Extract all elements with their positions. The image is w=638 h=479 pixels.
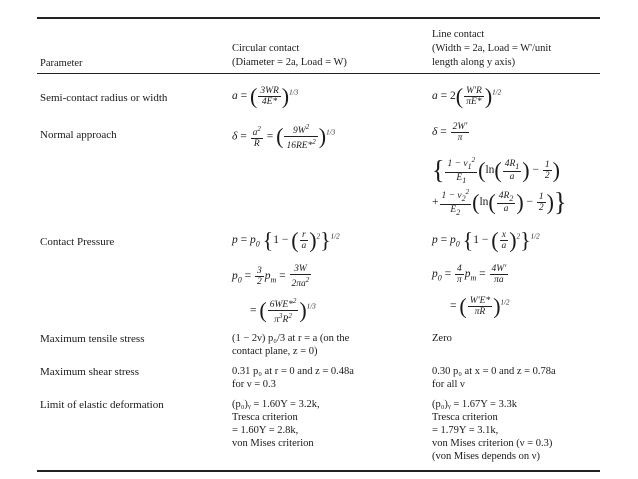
formula-contact-pressure-circular-3: = ( $\frac{6WE*^2}{\pi^3R^2}$ )$^{1/3}$ [250,297,316,326]
formula-normal-approach-line-2: { $\frac{1 - \nu_1^2}{E_1}$ (ln( $\frac{4R_1}{a}$ ) − $\frac{1}{2}$ ) [432,155,560,185]
bottom-rule [37,470,600,472]
formula-contact-pressure-line-1: $p = p_0$ {1 − ( $\frac{x}{a}$ )$^2$}$^{1/2}$ [432,227,540,253]
cell-tensile-line: Zero [432,333,452,344]
row-label-limit-elastic: Limit of elastic deformation [40,399,164,411]
cell-limit-line-1: (p₀)ᵧ = 1.67Y = 3.3k [432,399,517,410]
header-line-subtitle: (Width = 2a, Load = W'/unit [432,43,552,54]
formula-normal-approach-circular: δ = $\frac{a^2}{R}$ = ( $\frac{9W^2}{16RE*^2}$ )$^{1/3}$ [232,123,336,152]
formula-normal-approach-line-1: δ = $\frac{2W'}{\pi}$ [432,122,468,143]
formula-contact-pressure-circular-2: $p_0$ = $\frac{3}{2}$ $p_m$ = $\frac{3W}{2\pi a^2}$ [232,264,310,290]
top-rule [37,17,600,19]
cell-tensile-circular-2: contact plane, z = 0) [232,346,318,357]
row-label-contact-pressure: Contact Pressure [40,236,115,248]
formula-contact-pressure-circular-1: $p = p_0$ {1 − ( $\frac{r}{a}$ )$^2$}$^{1/2}$ [232,227,340,253]
header-circular-title: Circular contact [232,43,300,54]
formula-normal-approach-line-3: + $\frac{1 - \nu_2^2}{E_2}$ (ln( $\frac{4R_2}{a}$ ) − $\frac{1}{2}$ )} [432,187,567,217]
cell-limit-circular-2: Tresca criterion [232,412,298,423]
header-parameter: Parameter [40,58,83,69]
header-rule [37,73,600,74]
row-label-normal-approach: Normal approach [40,129,117,141]
cell-limit-line-2: Tresca criterion [432,412,498,423]
header-line-title: Line contact [432,29,485,40]
cell-limit-line-5: (von Mises depends on ν) [432,451,540,462]
cell-shear-circular-1: 0.31 p₀ at r = 0 and z = 0.48a [232,366,354,377]
formula-contact-pressure-line-3: = ( $\frac{W'E*}{\pi R}$ )$^{1/2}$ [450,293,510,319]
formula-semi-contact-line: a = 2( $\frac{W'R}{\pi E*}$ )$^{1/2}$ [432,83,502,109]
cell-shear-line-2: for all ν [432,379,465,390]
row-label-semi-contact: Semi-contact radius or width [40,92,168,104]
cell-limit-circular-1: (p₀)ᵧ = 1.60Y = 3.2k, [232,399,320,410]
cell-limit-line-3: = 1.79Y = 3.1k, [432,425,499,436]
cell-limit-line-4: von Mises criterion (ν = 0.3) [432,438,553,449]
header-circular-subtitle: (Diameter = 2a, Load = W) [232,57,347,68]
cell-shear-circular-2: for ν = 0.3 [232,379,276,390]
formula-contact-pressure-line-2: $p_0$ = $\frac{4}{\pi}$ $p_m$ = $\frac{4W'}{\pi a}$ [432,264,507,285]
formula-semi-contact-circular: a = ( $\frac{3WR}{4E*}$ )$^{1/3}$ [232,83,299,109]
cell-shear-line-1: 0.30 p₀ at x = 0 and z = 0.78a [432,366,556,377]
row-label-max-shear: Maximum shear stress [40,366,139,378]
cell-limit-circular-3: = 1.60Y = 2.8k, [232,425,299,436]
header-line-subtitle-2: length along y axis) [432,57,516,68]
cell-tensile-circular-1: (1 − 2ν) p₀/3 at r = a (on the [232,333,350,344]
cell-limit-circular-4: von Mises criterion [232,438,314,449]
row-label-max-tensile: Maximum tensile stress [40,333,145,345]
